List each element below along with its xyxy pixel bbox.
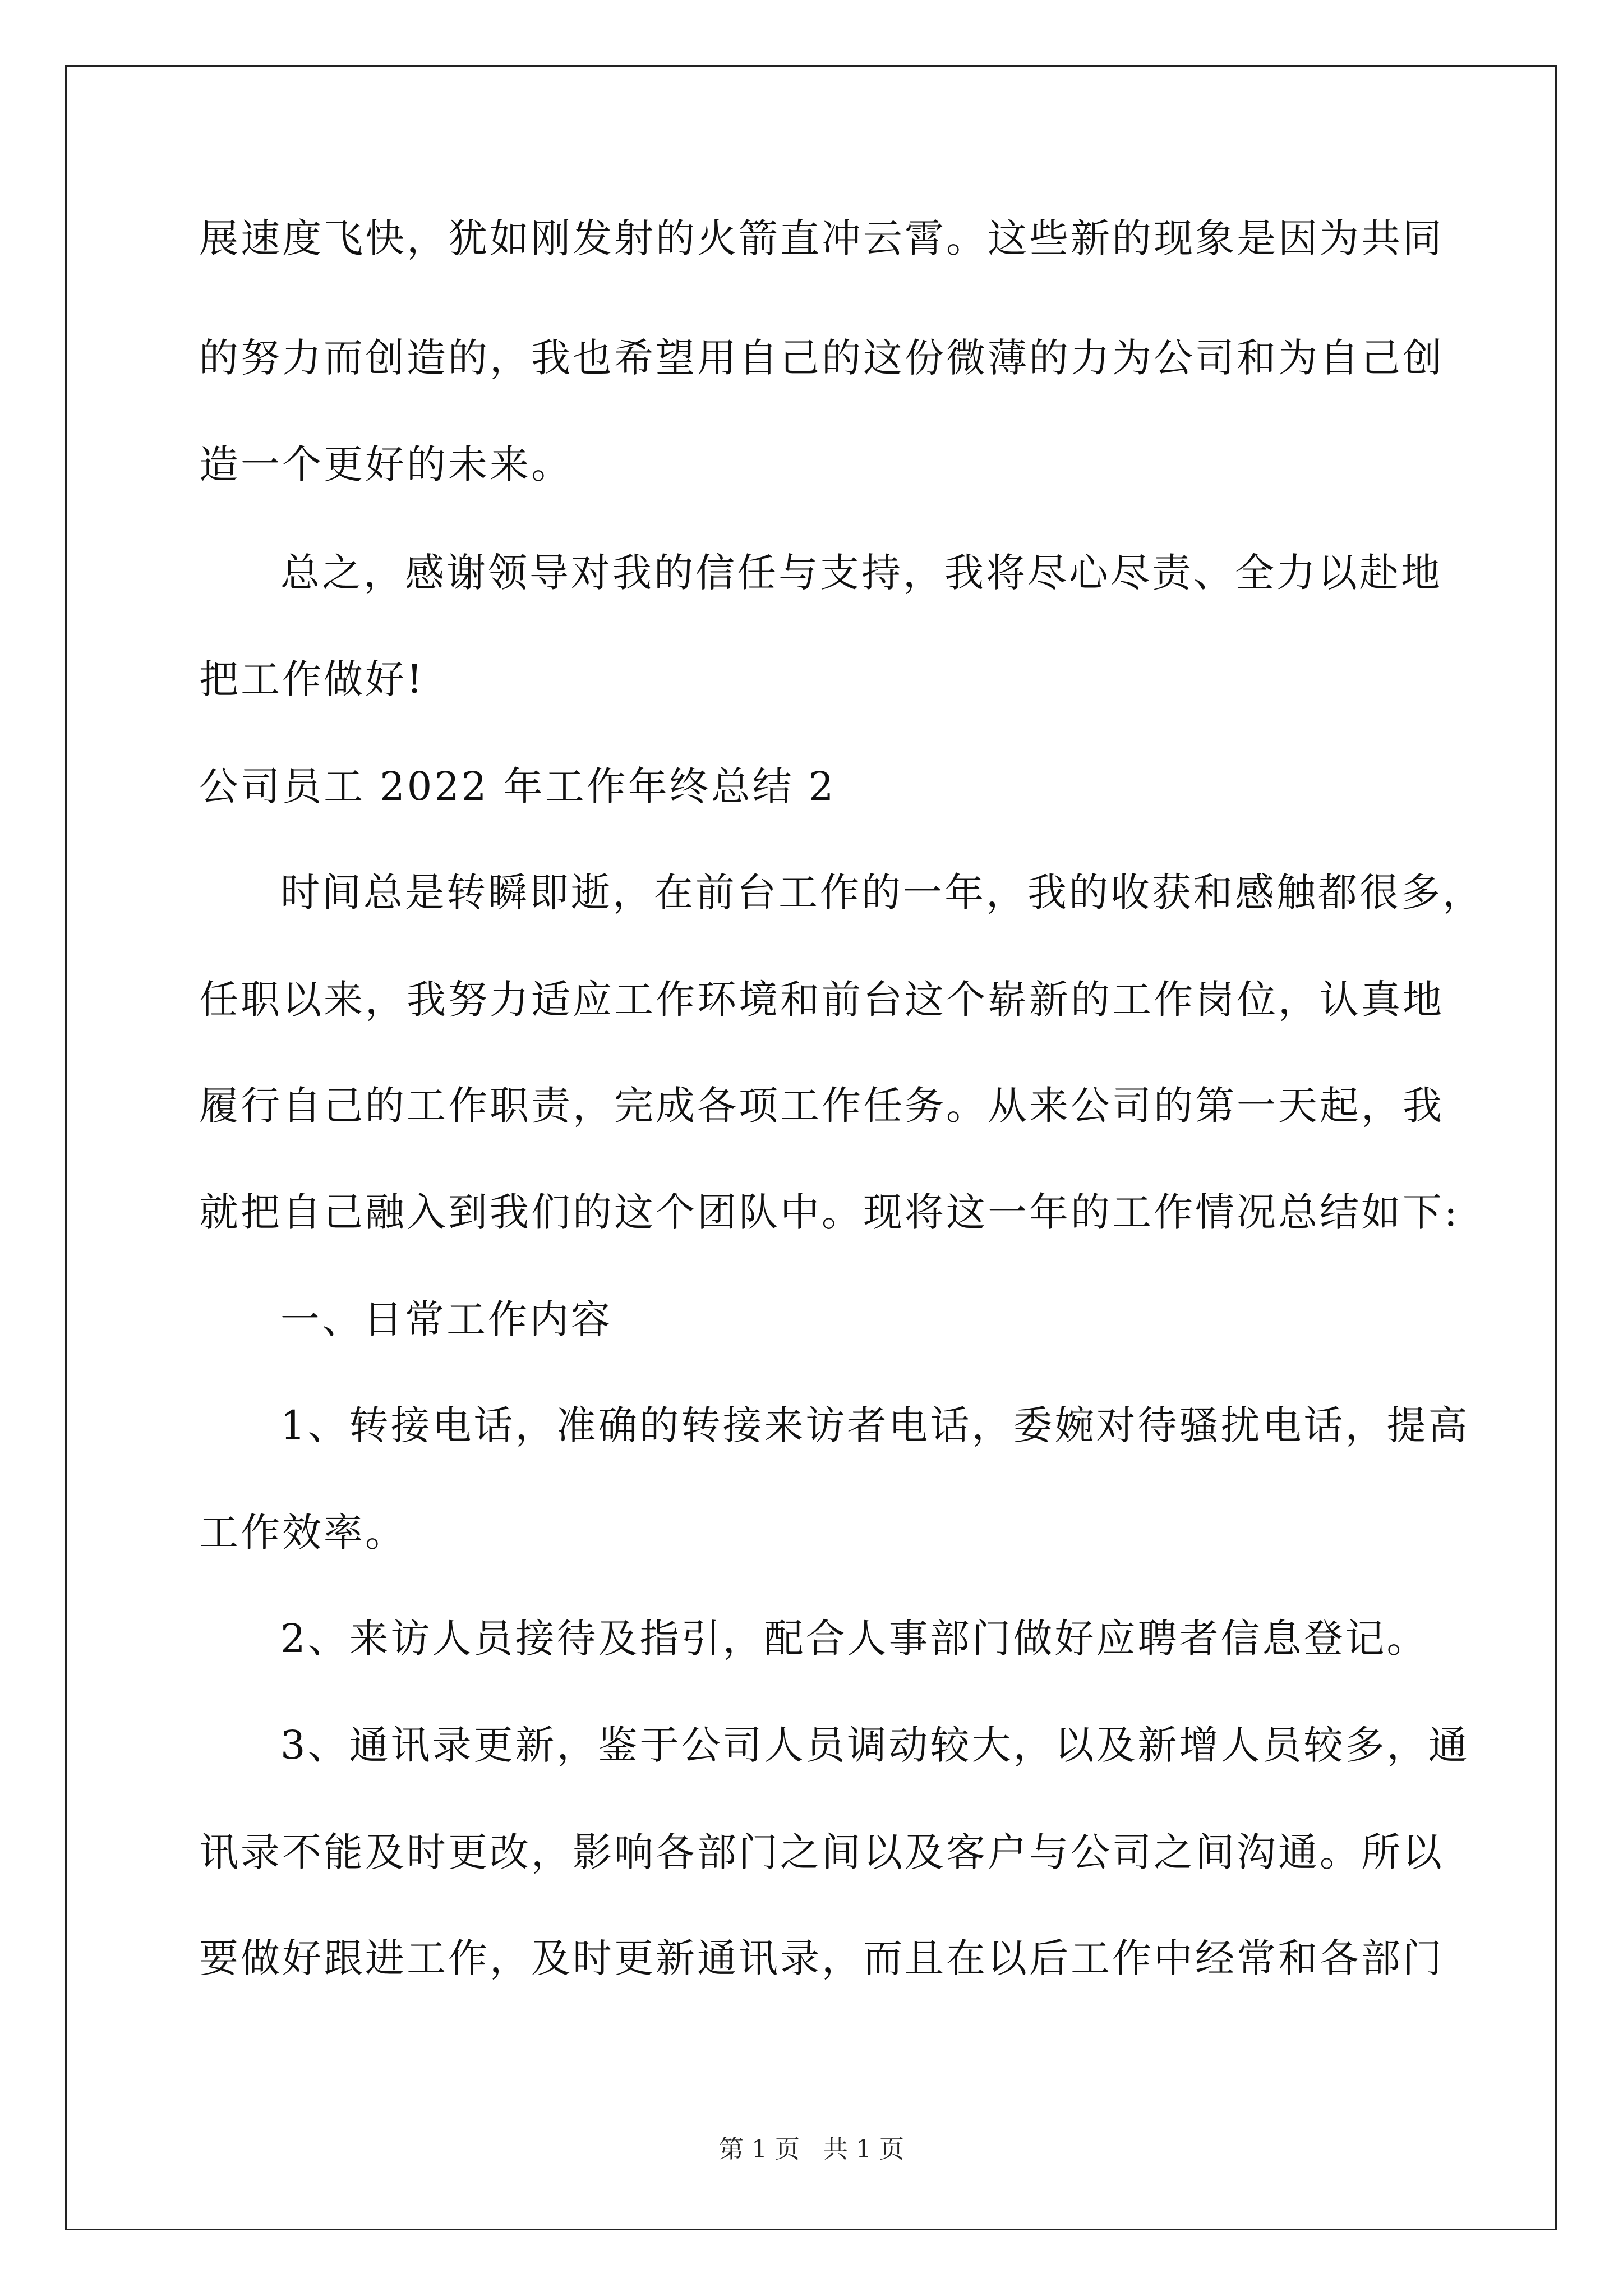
text-line: 把工作做好! — [199, 656, 425, 702]
text-line: 就把自己融入到我们的这个团队中。现将这一年的工作情况总结如下: — [199, 1189, 1460, 1235]
subheading: 一、日常工作内容 — [280, 1296, 612, 1342]
text-line: 讯录不能及时更改，影响各部门之间以及客户与公司之间沟通。所以 — [199, 1829, 1444, 1875]
page-border — [65, 65, 1557, 2230]
text-line: 的努力而创造的，我也希望用自己的这份微薄的力为公司和为自己创 — [199, 335, 1444, 381]
text-line: 造一个更好的未来。 — [199, 441, 573, 487]
text-line: 履行自己的工作职责，完成各项工作任务。从来公司的第一天起，我 — [199, 1083, 1444, 1129]
text-line: 2、来访人员接待及指引，配合人事部门做好应聘者信息登记。 — [280, 1616, 1428, 1662]
text-line: 工作效率。 — [199, 1510, 407, 1556]
text-line: 1、转接电话，准确的转接来访者电话，委婉对待骚扰电话，提高 — [280, 1402, 1470, 1448]
text-line: 要做好跟进工作，及时更新通讯录，而且在以后工作中经常和各部门 — [199, 1935, 1444, 1981]
text-line: 总之，感谢领导对我的信任与支持，我将尽心尽责、全力以赴地 — [280, 550, 1442, 596]
text-line: 任职以来，我努力适应工作环境和前台这个崭新的工作岗位，认真地 — [199, 977, 1444, 1023]
text-line: 3、通讯录更新，鉴于公司人员调动较大，以及新增人员较多，通 — [280, 1722, 1470, 1768]
text-line: 时间总是转瞬即逝，在前台工作的一年，我的收获和感触都很多， — [280, 869, 1484, 915]
page-number: 第 1 页 共 1 页 — [719, 2135, 904, 2164]
text-line: 展速度飞快，犹如刚发射的火箭直冲云霄。这些新的现象是因为共同 — [199, 215, 1444, 261]
section-heading: 公司员工 2022 年工作年终总结 2 — [199, 763, 836, 809]
